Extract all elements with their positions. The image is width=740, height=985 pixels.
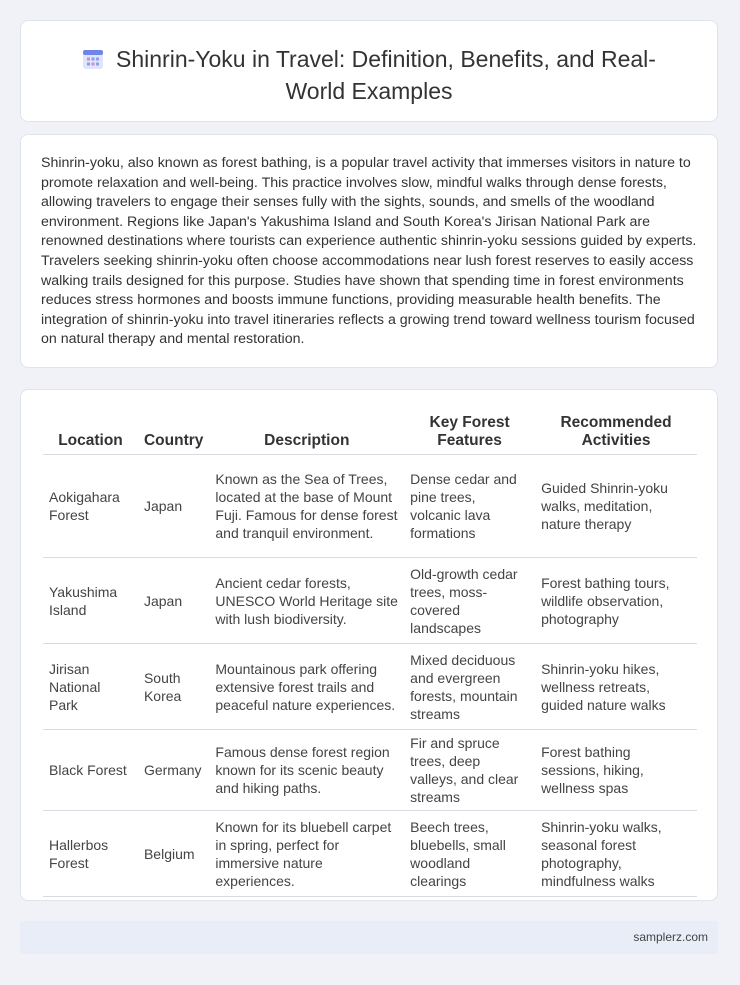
cell-features: Fir and spruce trees, deep valleys, and clear streams: [404, 730, 535, 811]
cell-description: Famous dense forest region known for its scenic beauty and hiking paths.: [209, 730, 404, 811]
cell-country: Germany: [138, 730, 209, 811]
calendar-grid-icon: [82, 48, 104, 77]
header-location: Location: [43, 414, 138, 455]
table-row: [43, 644, 697, 730]
cell-country: Japan: [138, 558, 209, 644]
header-recommended-activities: Recommended Activities: [535, 414, 697, 455]
cell-activities: Forest bathing sessions, hiking, wellness spas: [535, 730, 697, 811]
table-card: [20, 389, 718, 901]
cell-description: Ancient cedar forests, UNESCO World Heritage site with lush biodiversity.: [209, 558, 404, 644]
cell-features: Dense cedar and pine trees, volcanic lava formations: [404, 455, 535, 558]
footer-bar: [20, 921, 718, 954]
footer-site-link[interactable]: samplerz.com: [633, 930, 708, 944]
title-card: [20, 20, 718, 122]
page-title: Shinrin-Yoku in Travel: Definition, Benefits, and Real-World Examples: [116, 46, 656, 104]
cell-country: Japan: [138, 455, 209, 558]
cell-country: Belgium: [138, 811, 209, 897]
cell-features: Old-growth cedar trees, moss-covered landscapes: [404, 558, 535, 644]
header-country: Country: [138, 414, 209, 455]
destinations-table: [43, 414, 697, 897]
cell-activities: Forest bathing tours, wildlife observation, photography: [535, 558, 697, 644]
cell-activities: Shinrin-yoku walks, seasonal forest photography, mindfulness walks: [535, 811, 697, 897]
cell-country: South Korea: [138, 644, 209, 730]
cell-activities: Shinrin-yoku hikes, wellness retreats, guided nature walks: [535, 644, 697, 730]
header-description: Description: [209, 414, 404, 455]
cell-location: Yakushima Island: [43, 558, 138, 644]
table-row: [43, 730, 697, 811]
intro-paragraph: Shinrin-yoku, also known as forest bathing, is a popular travel activity that immerses visitors in nature to promote relaxation and well-being. This practice involves slow, mindful walks through dense forests, allowing travelers to engage their senses fully with the sights, sounds, and smells of the woodland environment. Regions like Japan's Yakushima Island and South Korea's Jirisan National Park are renowned destinations where tourists can experience authentic shinrin-yoku sessions guided by experts. Travelers seeking shinrin-yoku often choose accommodations near lush forest reserves to easily access walking trails designed for this purpose. Studies have shown that spending time in forest environments reduces stress hormones and boosts immune functions, providing measurable health benefits. The integration of shinrin-yoku into travel itineraries reflects a growing trend toward wellness tourism focused on natural therapy and mental restoration.: [41, 155, 697, 348]
cell-location: Aokigahara Forest: [43, 455, 138, 558]
table-header-row: [43, 414, 697, 455]
intro-card: [20, 134, 718, 368]
page-title-wrap: [21, 45, 717, 106]
cell-description: Known for its bluebell carpet in spring, perfect for immersive nature experiences.: [209, 811, 404, 897]
cell-features: Beech trees, bluebells, small woodland clearings: [404, 811, 535, 897]
cell-location: Hallerbos Forest: [43, 811, 138, 897]
cell-location: Black Forest: [43, 730, 138, 811]
header-key-forest-features: Key Forest Features: [404, 414, 535, 455]
cell-activities: Guided Shinrin-yoku walks, meditation, nature therapy: [535, 455, 697, 558]
cell-description: Mountainous park offering extensive forest trails and peaceful nature experiences.: [209, 644, 404, 730]
table-row: [43, 558, 697, 644]
table-row: [43, 811, 697, 897]
cell-description: Known as the Sea of Trees, located at the base of Mount Fuji. Famous for dense forest and tranquil environment.: [209, 455, 404, 558]
cell-location: Jirisan National Park: [43, 644, 138, 730]
table-row: [43, 455, 697, 558]
cell-features: Mixed deciduous and evergreen forests, mountain streams: [404, 644, 535, 730]
